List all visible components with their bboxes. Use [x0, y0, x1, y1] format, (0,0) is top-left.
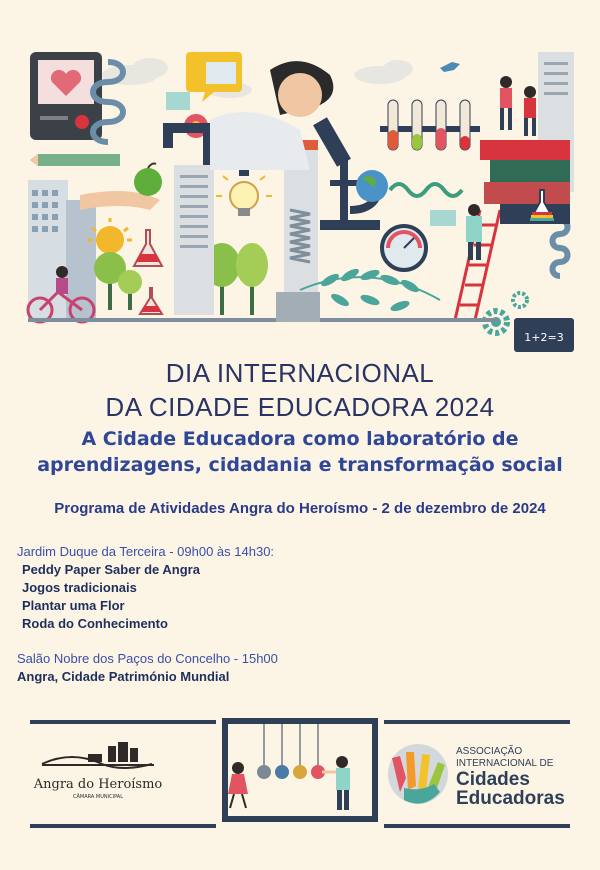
- divider-line: [30, 824, 216, 828]
- tablet-icon: [514, 318, 574, 352]
- hero-illustration: [0, 0, 600, 355]
- activity-item: Plantar uma Flor: [22, 598, 125, 613]
- angra-logo: [33, 742, 163, 800]
- footer-logos: [0, 712, 600, 832]
- subtitle-line-1: A Cidade Educadora como laboratório de: [81, 428, 519, 450]
- test-tubes-icon: [380, 100, 480, 150]
- people-icon: [500, 76, 536, 136]
- flask-icon: [134, 230, 162, 314]
- globe-icon: [356, 170, 388, 202]
- divider-line: [384, 720, 570, 724]
- divider-line: [30, 720, 216, 724]
- angra-sub: CÂMARA MUNICIPAL: [73, 794, 123, 800]
- pencil-icon: [30, 154, 120, 166]
- venue-2-activity: Angra, Cidade Património Mundial: [17, 669, 230, 684]
- activity-item: Peddy Paper Saber de Angra: [22, 562, 200, 577]
- venue-2: Salão Nobre dos Paços do Concelho - 15h00: [17, 651, 278, 666]
- cloud-icon: [102, 58, 413, 98]
- leaf-icon: [300, 267, 440, 314]
- angra-name: Angra do Heroísmo: [33, 777, 163, 792]
- activity-item: Jogos tradicionais: [22, 580, 137, 595]
- bird-icon: [440, 62, 460, 72]
- pipe-decoration: [390, 184, 462, 196]
- aice-line-1: ASSOCIAÇÃO: [456, 746, 523, 757]
- apple-hand-icon: [80, 164, 162, 211]
- gauge-icon: [382, 226, 426, 270]
- newtons-cradle-icon: [222, 718, 378, 822]
- pipe-decoration: [553, 220, 568, 276]
- ground-line: [28, 318, 498, 322]
- math-text: 1+2=3: [524, 331, 564, 344]
- aice-line-4: Educadoras: [456, 788, 565, 809]
- aice-logo: [388, 744, 565, 809]
- books-icon: [480, 52, 574, 224]
- program-heading: Programa de Atividades Angra do Heroísmo - 2 de dezembro de 2024: [54, 500, 546, 517]
- venue-1: Jardim Duque da Terceira - 09h00 às 14h30:: [17, 544, 275, 559]
- aice-line-2: INTERNACIONAL DE: [456, 758, 554, 769]
- subtitle-line-2: aprendizagens, cidadania e transformação social: [37, 454, 563, 476]
- pedestal: [276, 292, 320, 322]
- title-line-1: DIA INTERNACIONAL: [165, 358, 435, 388]
- title-line-2: DA CIDADE EDUCADORA 2024: [105, 392, 495, 422]
- activity-item: Roda do Conhecimento: [22, 616, 168, 631]
- divider-line: [384, 824, 570, 828]
- aice-line-3: Cidades: [456, 769, 530, 790]
